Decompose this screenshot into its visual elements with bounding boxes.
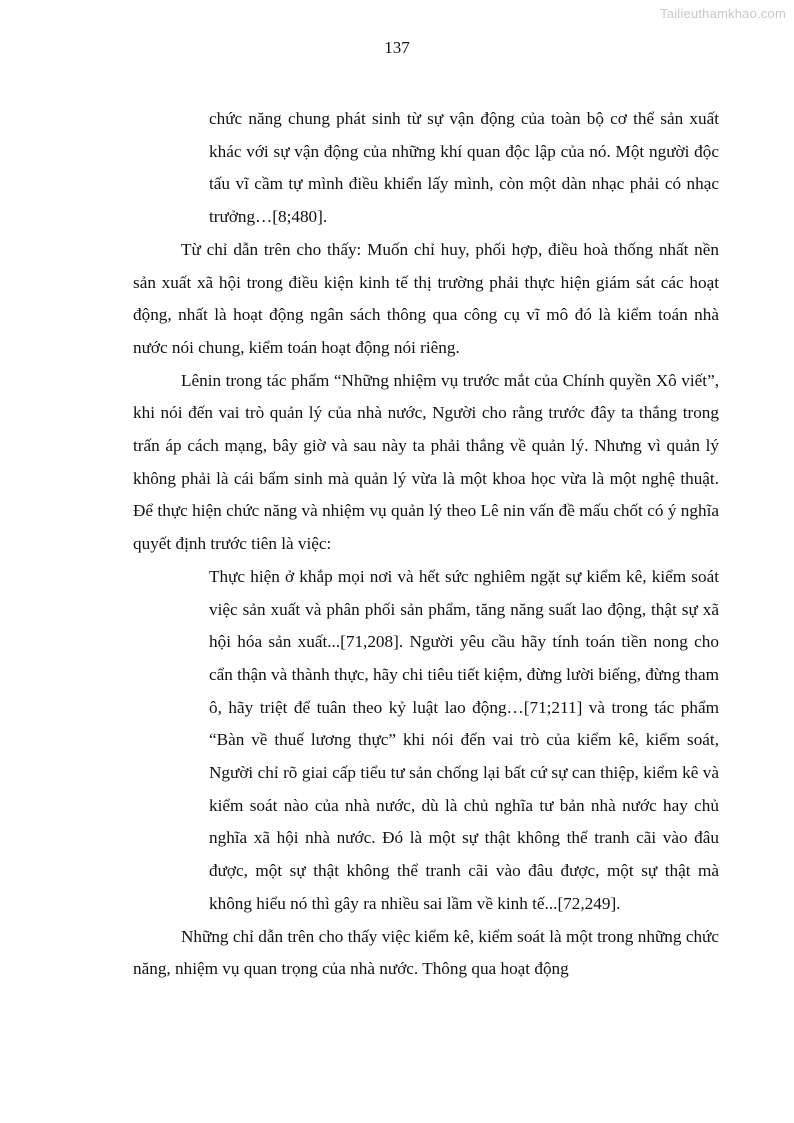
quote-block-2: Thực hiện ở khắp mọi nơi và hết sức nghiêm ngặt sự kiểm kê, kiểm soát việc sản xuất và phân phối sản phẩm, tăng năng suất lao động, thật sự xã hội hóa sản xuất...[71,208]. Người yêu cầu hãy tính toán tiền nong cho cẩn thận và thành thực, hãy chi tiêu tiết kiệm, đừng lười biếng, đừng tham ô, hãy triệt để tuân theo kỷ luật lao động…[71;211] và trong tác phẩm “Bàn về thuế lương thực” khi nói đến vai trò của kiểm kê, kiểm soát, Người chỉ rõ giai cấp tiểu tư sản chống lại bất cứ sự can thiệp, kiểm kê và kiểm soát nào của nhà nước, dù là chủ nghĩa tư bản nhà nước hay chủ nghĩa xã hội nhà nước. Đó là một sự thật không thể tranh cãi vào đâu được, một sự thật không thể tranh cãi vào đâu được, một sự thật mà không hiểu nó thì gây ra nhiều sai lầm về kinh tế...[72,249].: [209, 566, 719, 913]
quote-block-1: chức năng chung phát sinh từ sự vận động của toàn bộ cơ thể sản xuất khác với sự vận động của những khí quan độc lập của nó. Một người độc tấu vĩ cầm tự mình điều khiển lấy mình, còn một dàn nhạc phải có nhạc trưởng…[8;480].: [209, 109, 719, 227]
page-body: [133, 103, 719, 986]
paragraph-3: Những chỉ dẫn trên cho thấy việc kiểm kê, kiểm soát là một trong những chức năng, nhiệm vụ quan trọng của nhà nước. Thông qua hoạt động: [133, 926, 719, 979]
paragraph-2: Lênin trong tác phẩm “Những nhiệm vụ trước mắt của Chính quyền Xô viết”, khi nói đến vai trò quản lý của nhà nước, Người cho rằng trước đây ta thắng trong trấn áp cách mạng, bây giờ và sau này ta phải thắng về quản lý. Nhưng vì quản lý không phải là cái bẩm sinh mà quản lý vừa là một khoa học vừa là một nghệ thuật. Để thực hiện chức năng và nhiệm vụ quản lý theo Lê nin vấn đề mấu chốt có ý nghĩa quyết định trước tiên là việc:: [133, 370, 719, 554]
paragraph-1: Từ chỉ dẫn trên cho thấy: Muốn chỉ huy, phối hợp, điều hoà thống nhất nền sản xuất xã hội trong điều kiện kinh tế thị trường phải thực hiện giám sát các hoạt động, nhất là hoạt động ngân sách thông qua công cụ vĩ mô đó là kiểm toán nhà nước nói chung, kiểm toán hoạt động nói riêng.: [133, 239, 719, 357]
watermark-text: Tailieuthamkhao.com: [660, 6, 786, 21]
page-number: 137: [384, 38, 410, 57]
